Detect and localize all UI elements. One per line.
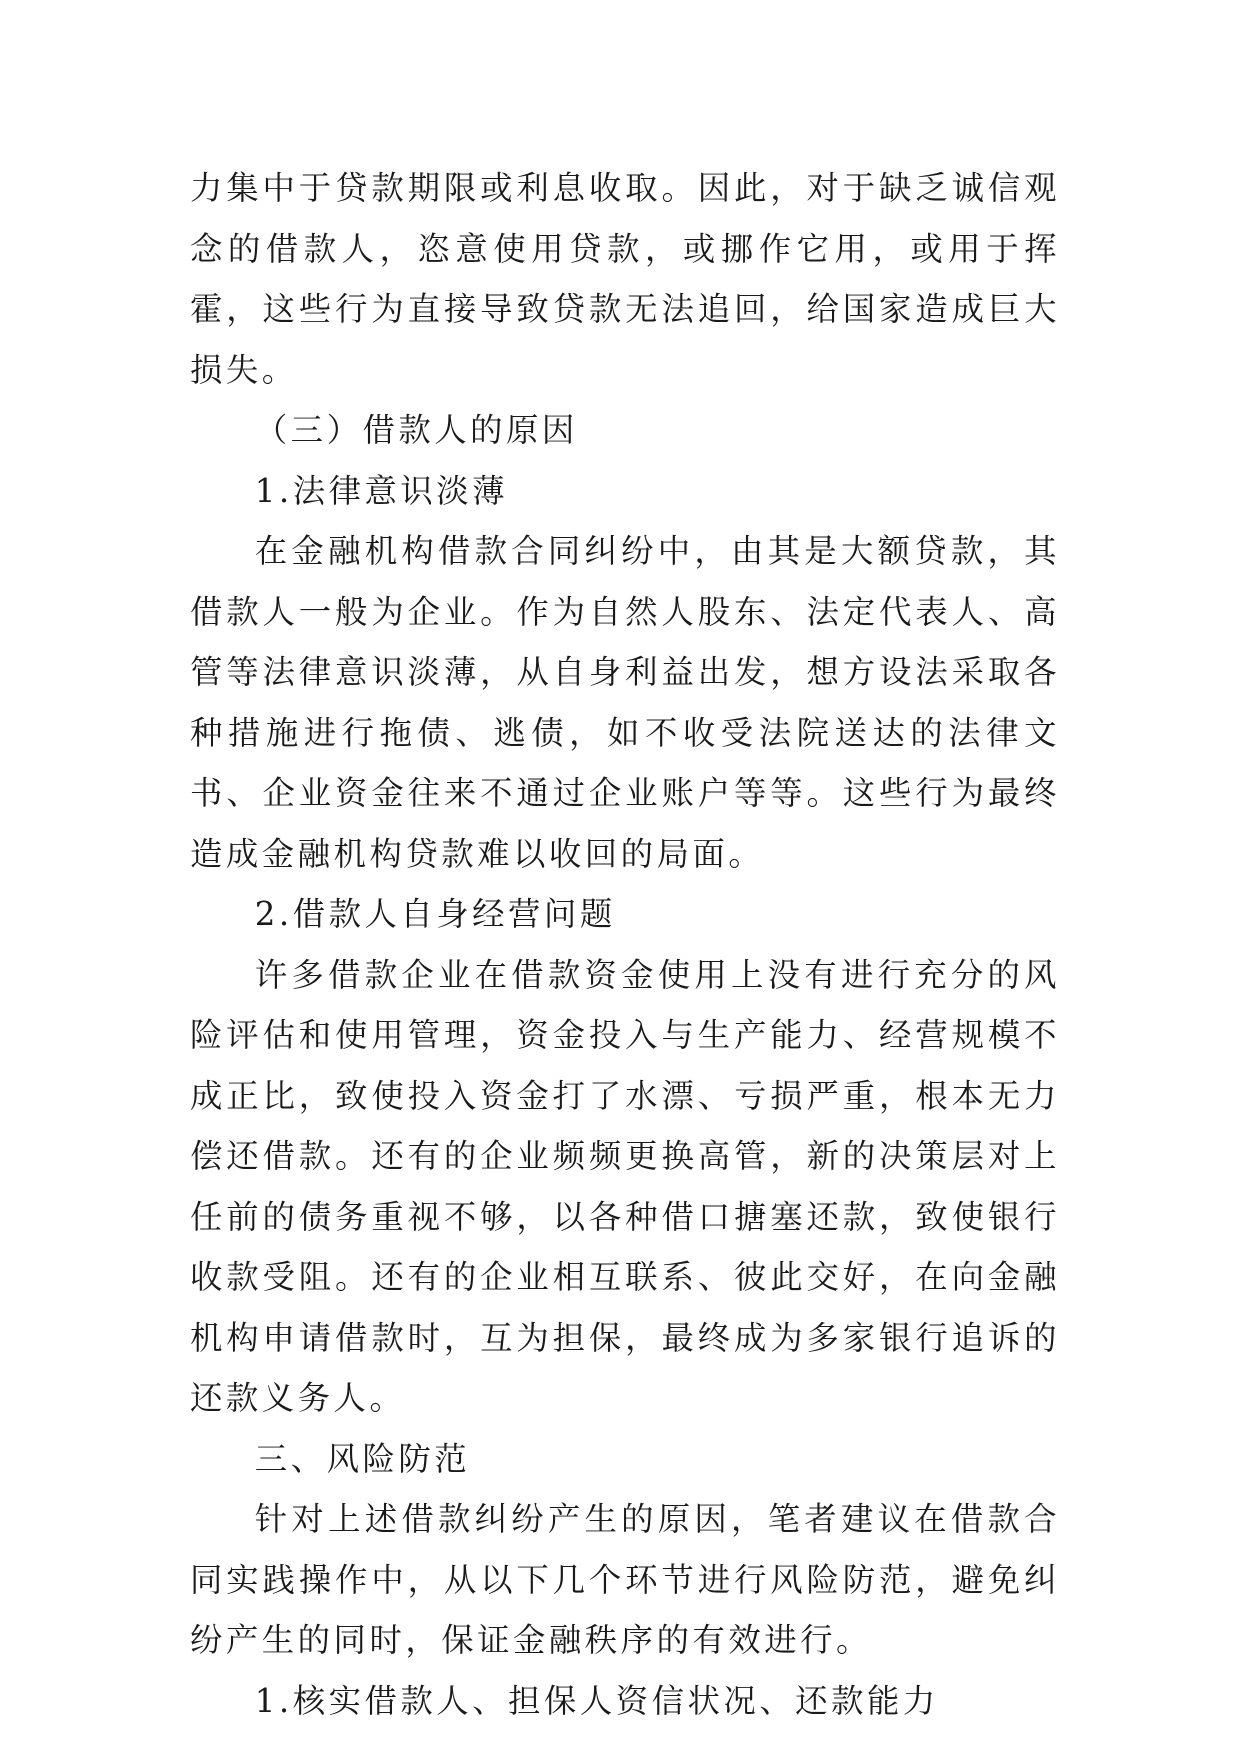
body-paragraph: 许多借款企业在借款资金使用上没有进行充分的风险评估和使用管理，资金投入与生产能力、经营规模不成正比，致使投入资金打了水漂、亏损严重，根本无力偿还借款。还有的企业频频更换高管，新的决策层对上任前的债务重视不够，以各种借口搪塞还款，致使银行收款受阻。还有的企业相互联系、彼此交好，在向金融机构申请借款时，互为担保，最终成为多家银行追诉的还款义务人。 — [190, 955, 1060, 1417]
body-paragraph: 力集中于贷款期限或利息收取。因此，对于缺乏诚信观念的借款人，恣意使用贷款，或挪作它用，或用于挥霍，这些行为直接导致贷款无法追回，给国家造成巨大损失。 — [190, 169, 1060, 389]
section-heading: （三）借款人的原因 — [254, 411, 578, 449]
section-heading: 三、风险防范 — [254, 1439, 471, 1478]
body-paragraph: 在金融机构借款合同纠纷中，由其是大额贷款，其借款人一般为企业。作为自然人股东、法定代表人、高管等法律意识淡薄，从自身利益出发，想方设法采取各种措施进行拖债、逃债，如不收受法院送达的法律文书、企业资金往来不通过企业账户等等。这些行为最终造成金融机构贷款难以收回的局面。 — [190, 532, 1060, 873]
document-page — [190, 158, 1060, 1731]
subsection-heading: 1.核实借款人、担保人资信状况、还款能力 — [254, 1681, 939, 1720]
subsection-heading: 1.法律意识淡薄 — [254, 471, 509, 510]
body-paragraph: 针对上述借款纠纷产生的原因，笔者建议在借款合同实践操作中，从以下几个环节进行风险防范，避免纠纷产生的同时，保证金融秩序的有效进行。 — [190, 1500, 1060, 1659]
subsection-heading: 2.借款人自身经营问题 — [254, 895, 616, 933]
